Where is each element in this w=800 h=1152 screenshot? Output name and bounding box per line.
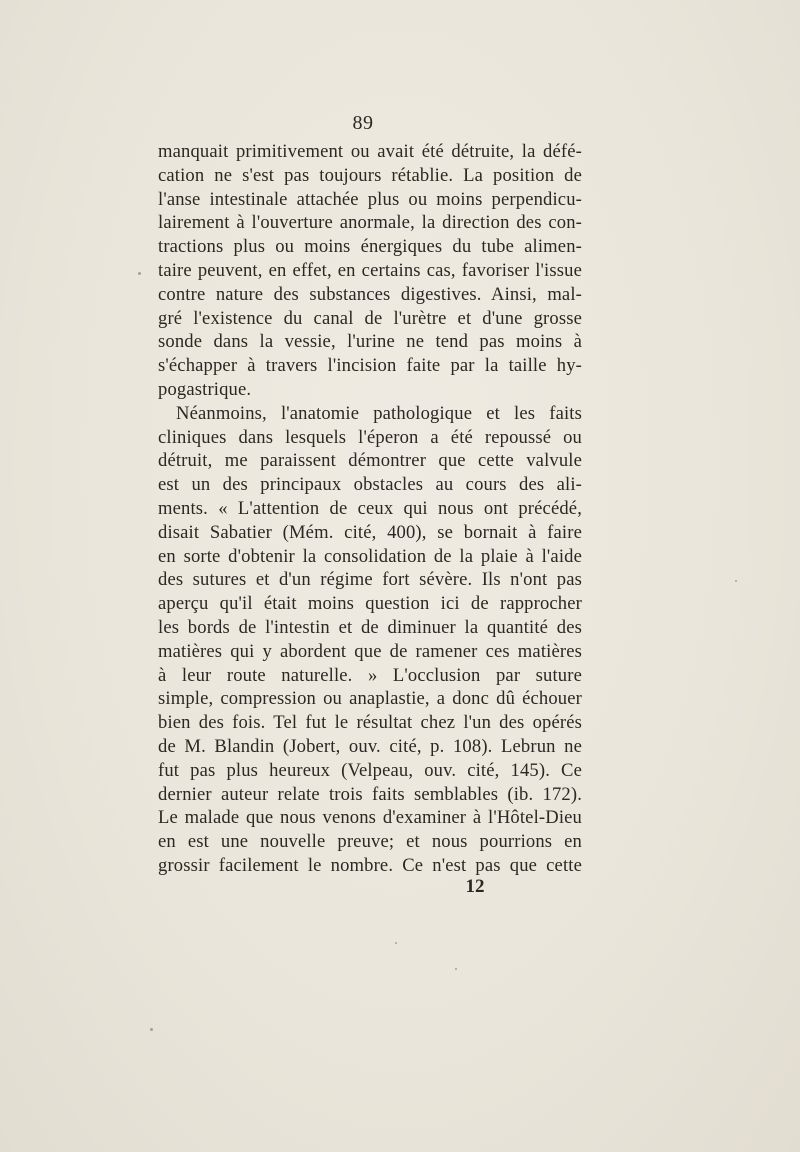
text-line: sonde dans la vessie, l'urine ne tend pas moins à [158, 331, 582, 353]
paper-speck [138, 272, 141, 275]
paper-speck [735, 580, 737, 582]
text-line: disait Sabatier (Mém. cité, 400), se bornait à faire [158, 521, 582, 543]
text-line: s'échapper à travers l'incision faite par la taille hy- [158, 355, 582, 377]
text-line: cation ne s'est pas toujours rétablie. La position de [158, 164, 582, 186]
text-line: manquait primitivement ou avait été détruite, la défé- [158, 141, 582, 162]
paragraph-start-line: Néanmoins, l'anatomie pathologique et les faits [176, 402, 582, 424]
text-line: en est une nouvelle preuve; et nous pourrions en [158, 831, 582, 853]
text-line: ments. « L'attention de ceux qui nous ont précédé, [158, 497, 582, 519]
text-line: en sorte d'obtenir la consolidation de la plaie à l'aide [158, 545, 582, 567]
text-line: simple, compression ou anaplastie, a donc dû échouer [158, 688, 582, 710]
text-line: l'anse intestinale attachée plus ou moins perpendicu- [158, 188, 582, 210]
text-line: Le malade que nous venons d'examiner à l'Hôtel-Dieu [158, 807, 582, 829]
text-line: des sutures et d'un régime fort sévère. Ils n'ont pas [158, 569, 582, 591]
text-line: fut pas plus heureux (Velpeau, ouv. cité, 145). Ce [158, 759, 582, 781]
text-line: dernier auteur relate trois faits semblables (ib. 172). [158, 783, 582, 805]
text-line: cliniques dans lesquels l'éperon a été repoussé ou [158, 426, 582, 448]
text-line: contre nature des substances digestives. Ainsi, mal- [158, 283, 582, 305]
page-number: 89 [352, 112, 374, 134]
text-line: taire peuvent, en effet, en certains cas, favoriser l'issue [158, 259, 582, 281]
text-line: gré l'existence du canal de l'urètre et d'une grosse [158, 307, 582, 329]
text-line: tractions plus ou moins énergiques du tube alimen- [158, 236, 582, 258]
signature-mark: 12 [465, 876, 485, 897]
text-line: les bords de l'intestin et de diminuer la quantité des [158, 616, 582, 638]
text-line: grossir facilement le nombre. Ce n'est pas que cette [158, 854, 582, 876]
text-line: matières qui y abordent que de ramener ces matières [158, 640, 582, 662]
text-line: aperçu qu'il était moins question ici de rapprocher [158, 593, 582, 615]
text-line: de M. Blandin (Jobert, ouv. cité, p. 108). Lebrun ne [158, 735, 582, 757]
paper-speck [395, 942, 397, 944]
text-line: lairement à l'ouverture anormale, la direction des con- [158, 212, 582, 234]
paper-speck [150, 1028, 153, 1031]
body-text [158, 140, 582, 878]
text-line: bien des fois. Tel fut le résultat chez l'un des opérés [158, 712, 582, 734]
text-line: à leur route naturelle. » L'occlusion par suture [158, 664, 582, 686]
text-line: est un des principaux obstacles au cours des ali- [158, 474, 582, 496]
paper-speck [455, 968, 457, 970]
text-line: détruit, me paraissent démontrer que cette valvule [158, 450, 582, 472]
paragraph-end-line: pogastrique. [158, 378, 252, 400]
